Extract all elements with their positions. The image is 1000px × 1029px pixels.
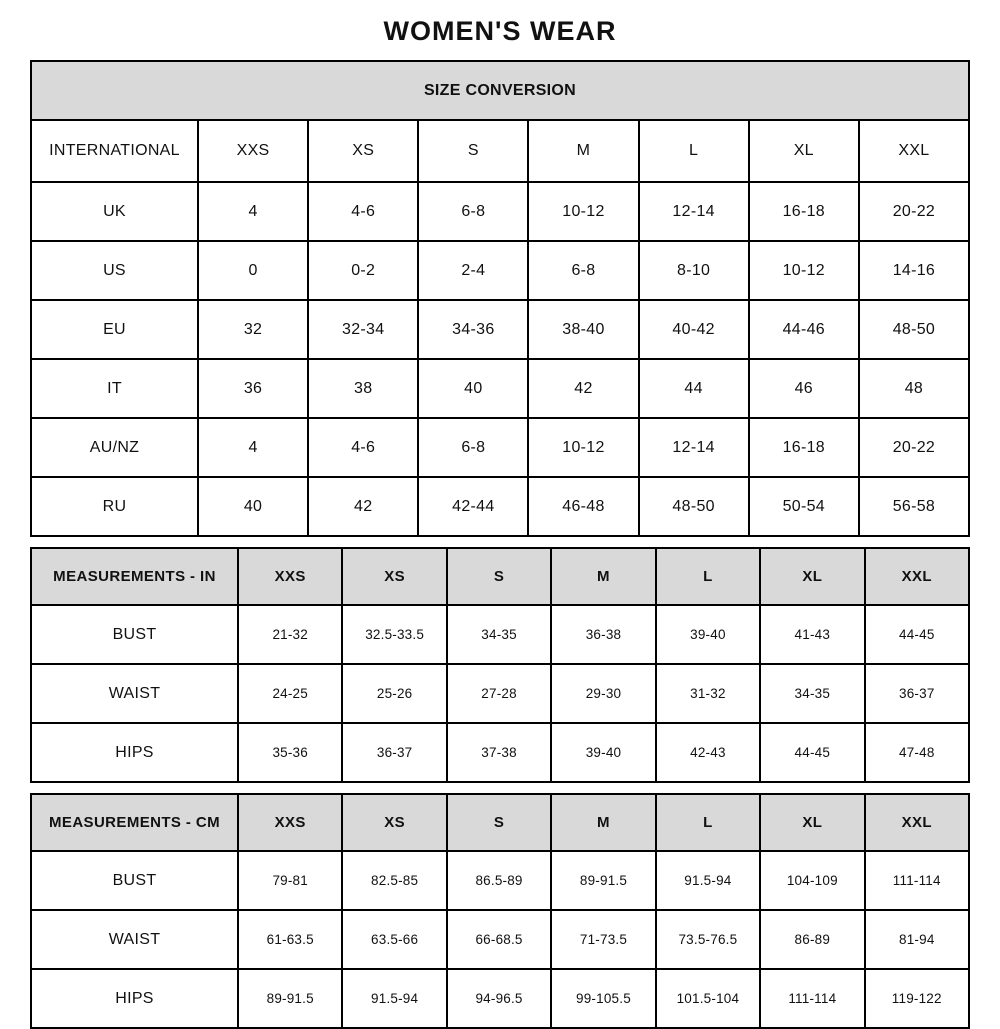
column-header: S	[447, 548, 551, 605]
size-value-cell: 86-89	[760, 910, 864, 969]
size-value-cell: 36	[198, 359, 308, 418]
size-value-cell: 36-37	[342, 723, 446, 782]
size-value-cell: 36-37	[865, 664, 969, 723]
size-value-cell: 91.5-94	[656, 851, 760, 910]
row-label: HIPS	[31, 969, 238, 1028]
size-value-cell: 48	[859, 359, 969, 418]
column-header: L	[656, 548, 760, 605]
row-label: IT	[31, 359, 198, 418]
row-label: AU/NZ	[31, 418, 198, 477]
size-value-cell: 47-48	[865, 723, 969, 782]
size-value-cell: 44	[639, 359, 749, 418]
table-row	[31, 300, 969, 359]
size-value-cell: 41-43	[760, 605, 864, 664]
size-value-cell: 86.5-89	[447, 851, 551, 910]
size-value-cell: 34-35	[760, 664, 864, 723]
row-label: RU	[31, 477, 198, 536]
size-value-cell: 81-94	[865, 910, 969, 969]
size-value-cell: 6-8	[528, 241, 638, 300]
size-value-cell: 0-2	[308, 241, 418, 300]
table-row	[31, 723, 969, 782]
size-value-cell: 29-30	[551, 664, 655, 723]
column-header: XL	[760, 794, 864, 851]
size-value-cell: 40	[418, 359, 528, 418]
size-value-cell: 32.5-33.5	[342, 605, 446, 664]
table-row	[31, 664, 969, 723]
column-header: XS	[308, 120, 418, 182]
size-value-cell: 82.5-85	[342, 851, 446, 910]
column-header: XXS	[238, 794, 342, 851]
table-title: SIZE CONVERSION	[31, 61, 969, 120]
size-value-cell: 34-35	[447, 605, 551, 664]
size-value-cell: 48-50	[859, 300, 969, 359]
size-value-cell: 12-14	[639, 418, 749, 477]
size-value-cell: 6-8	[418, 418, 528, 477]
size-value-cell: 40-42	[639, 300, 749, 359]
table-row	[31, 241, 969, 300]
column-header: L	[639, 120, 749, 182]
table-row	[31, 418, 969, 477]
corner-header: MEASUREMENTS - IN	[31, 548, 238, 605]
size-value-cell: 111-114	[865, 851, 969, 910]
size-value-cell: 0	[198, 241, 308, 300]
column-header: XXS	[238, 548, 342, 605]
size-value-cell: 10-12	[749, 241, 859, 300]
size-value-cell: 66-68.5	[447, 910, 551, 969]
size-value-cell: 39-40	[656, 605, 760, 664]
size-value-cell: 16-18	[749, 182, 859, 241]
size-value-cell: 20-22	[859, 418, 969, 477]
column-header: XXL	[865, 548, 969, 605]
size-value-cell: 42	[528, 359, 638, 418]
size-value-cell: 44-46	[749, 300, 859, 359]
size-value-cell: 4-6	[308, 418, 418, 477]
size-value-cell: 63.5-66	[342, 910, 446, 969]
column-header: M	[551, 794, 655, 851]
column-header: XS	[342, 794, 446, 851]
table-row	[31, 605, 969, 664]
size-value-cell: 61-63.5	[238, 910, 342, 969]
column-header: XXL	[859, 120, 969, 182]
size-value-cell: 91.5-94	[342, 969, 446, 1028]
size-value-cell: 12-14	[639, 182, 749, 241]
size-value-cell: 111-114	[760, 969, 864, 1028]
size-value-cell: 46	[749, 359, 859, 418]
measurements-cm-table	[30, 793, 970, 1029]
row-label: BUST	[31, 851, 238, 910]
size-value-cell: 79-81	[238, 851, 342, 910]
size-value-cell: 119-122	[865, 969, 969, 1028]
size-value-cell: 104-109	[760, 851, 864, 910]
size-conversion-table	[30, 60, 970, 537]
row-label: UK	[31, 182, 198, 241]
size-value-cell: 94-96.5	[447, 969, 551, 1028]
size-chart-page	[0, 16, 1000, 1029]
size-value-cell: 56-58	[859, 477, 969, 536]
size-value-cell: 46-48	[528, 477, 638, 536]
size-value-cell: 6-8	[418, 182, 528, 241]
table-row	[31, 851, 969, 910]
size-value-cell: 4	[198, 182, 308, 241]
size-value-cell: 32-34	[308, 300, 418, 359]
table-row	[31, 969, 969, 1028]
row-label: BUST	[31, 605, 238, 664]
size-value-cell: 27-28	[447, 664, 551, 723]
size-value-cell: 16-18	[749, 418, 859, 477]
column-header: XL	[749, 120, 859, 182]
size-value-cell: 35-36	[238, 723, 342, 782]
size-value-cell: 8-10	[639, 241, 749, 300]
size-value-cell: 89-91.5	[551, 851, 655, 910]
size-value-cell: 39-40	[551, 723, 655, 782]
size-value-cell: 71-73.5	[551, 910, 655, 969]
size-value-cell: 44-45	[760, 723, 864, 782]
size-value-cell: 31-32	[656, 664, 760, 723]
row-label: EU	[31, 300, 198, 359]
size-value-cell: 44-45	[865, 605, 969, 664]
size-value-cell: 4-6	[308, 182, 418, 241]
size-value-cell: 10-12	[528, 418, 638, 477]
column-header: M	[551, 548, 655, 605]
size-value-cell: 89-91.5	[238, 969, 342, 1028]
header-row	[31, 548, 969, 605]
column-header: XXS	[198, 120, 308, 182]
size-value-cell: 50-54	[749, 477, 859, 536]
measurements-in-table	[30, 547, 970, 783]
size-value-cell: 14-16	[859, 241, 969, 300]
size-value-cell: 73.5-76.5	[656, 910, 760, 969]
table-row	[31, 182, 969, 241]
row-label: WAIST	[31, 664, 238, 723]
header-row	[31, 794, 969, 851]
column-header: S	[418, 120, 528, 182]
size-value-cell: 38-40	[528, 300, 638, 359]
size-value-cell: 38	[308, 359, 418, 418]
column-header: XL	[760, 548, 864, 605]
row-label: WAIST	[31, 910, 238, 969]
corner-header: INTERNATIONAL	[31, 120, 198, 182]
size-value-cell: 21-32	[238, 605, 342, 664]
size-value-cell: 37-38	[447, 723, 551, 782]
column-header: M	[528, 120, 638, 182]
size-value-cell: 48-50	[639, 477, 749, 536]
table-row	[31, 359, 969, 418]
size-value-cell: 42-44	[418, 477, 528, 536]
table-row	[31, 910, 969, 969]
size-value-cell: 10-12	[528, 182, 638, 241]
size-value-cell: 32	[198, 300, 308, 359]
size-value-cell: 36-38	[551, 605, 655, 664]
row-label: HIPS	[31, 723, 238, 782]
column-header: S	[447, 794, 551, 851]
size-value-cell: 34-36	[418, 300, 528, 359]
column-header: XXL	[865, 794, 969, 851]
row-label: US	[31, 241, 198, 300]
size-value-cell: 99-105.5	[551, 969, 655, 1028]
corner-header: MEASUREMENTS - CM	[31, 794, 238, 851]
size-value-cell: 20-22	[859, 182, 969, 241]
size-value-cell: 25-26	[342, 664, 446, 723]
size-value-cell: 24-25	[238, 664, 342, 723]
table-row	[31, 477, 969, 536]
size-value-cell: 4	[198, 418, 308, 477]
size-value-cell: 40	[198, 477, 308, 536]
column-header: L	[656, 794, 760, 851]
column-header: XS	[342, 548, 446, 605]
size-value-cell: 42	[308, 477, 418, 536]
header-row	[31, 120, 969, 182]
page-title: WOMEN'S WEAR	[383, 16, 617, 46]
size-value-cell: 101.5-104	[656, 969, 760, 1028]
table-title-row	[31, 61, 969, 120]
size-value-cell: 42-43	[656, 723, 760, 782]
size-value-cell: 2-4	[418, 241, 528, 300]
